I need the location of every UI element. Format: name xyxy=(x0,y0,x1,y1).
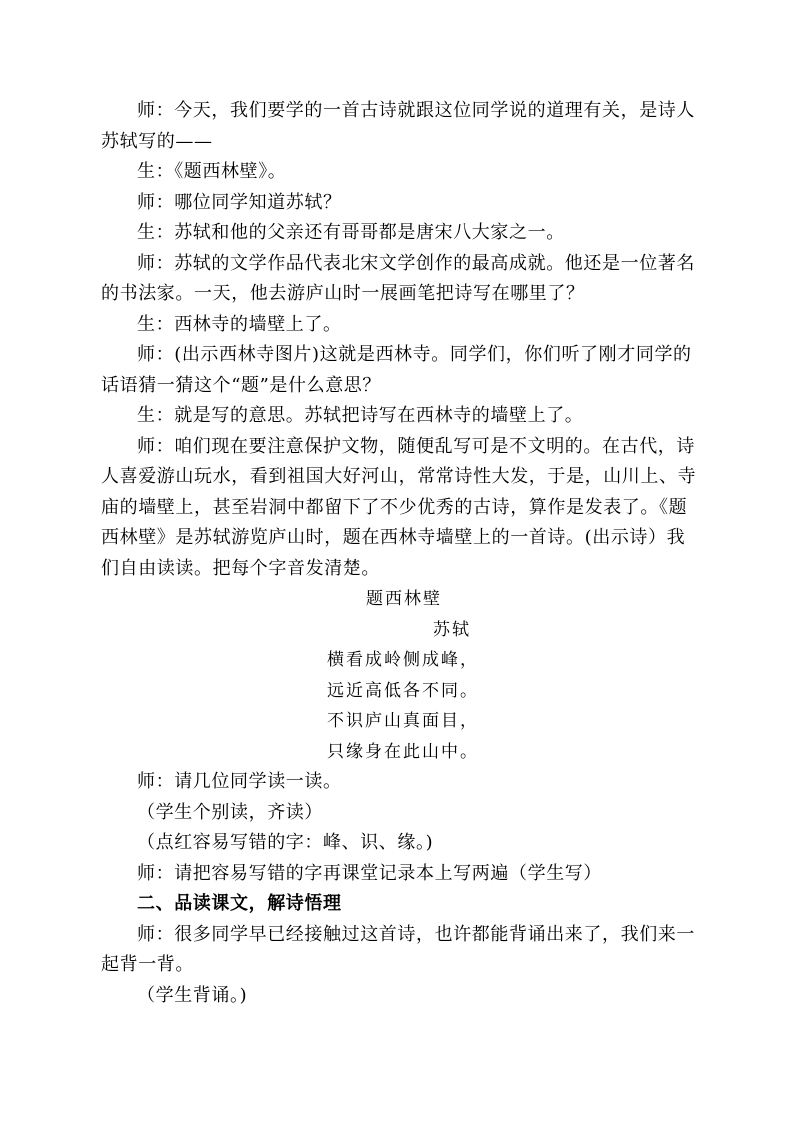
poem-line: 只缘身在此山中。 xyxy=(327,741,479,762)
poem-line: 横看成岭侧成峰， xyxy=(327,650,479,670)
paragraph: （学生背诵。) xyxy=(137,984,248,1006)
document-body xyxy=(101,96,697,1011)
paragraph: 师：很多同学早已经接触过这首诗，也许都能背诵出来了，我们来一起背一背。 xyxy=(101,923,695,975)
poem-line: 远近高低各不同。 xyxy=(327,680,479,701)
poem-author: 苏轼 xyxy=(433,619,471,640)
paragraph: 师：咱们现在要注意保护文物，随便乱写可是不文明的。在古代，诗人喜爱游山玩水，看到祖国大好河山，常常诗性大发，于是，山川上、寺庙的墙壁上，甚至岩洞中都留下了不少优秀的古诗，算作是发表了。《题西林壁》是苏轼游览庐山时，题在西林寺墙壁上的一首诗。(出示诗）我们自由读读。把每个字音发清楚。 xyxy=(101,435,697,579)
paragraph: 生：西林寺的墙壁上了。 xyxy=(137,313,342,335)
section-heading: 二、品读课文，解诗悟理 xyxy=(137,893,342,914)
poem-line: 不识庐山真面目， xyxy=(327,711,479,731)
paragraph: 生：《题西林壁》。 xyxy=(137,161,287,182)
paragraph: 生：苏轼和他的父亲还有哥哥都是唐宋八大家之一。 xyxy=(137,222,565,243)
paragraph: 生：就是写的意思。苏轼把诗写在西林寺的墙壁上了。 xyxy=(137,405,584,426)
paragraph: 师：今天，我们要学的一首古诗就跟这位同学说的道理有关，是诗人苏轼写的—— xyxy=(101,100,695,152)
poem-block xyxy=(101,584,697,767)
paragraph: 师：(出示西林寺图片)这就是西林寺。同学们，你们听了刚才同学的话语猜一猜这个“题”是什么意思？ xyxy=(101,344,692,396)
paragraph: 师：苏轼的文学作品代表北宋文学创作的最高成就。他还是一位著名的书法家。一天，他去游庐山时一展画笔把诗写在哪里了？ xyxy=(101,252,695,304)
paragraph: （学生个别读，齐读） xyxy=(137,801,323,823)
paragraph: （点红容易写错的字：峰、识、缘。) xyxy=(137,832,434,853)
paragraph: 师：请把容易写错的字再课堂记录本上写两遍（学生写） xyxy=(137,862,602,884)
poem-title: 题西林壁 xyxy=(366,589,442,609)
paragraph: 师：哪位同学知道苏轼？ xyxy=(137,191,342,213)
paragraph: 师：请几位同学读一读。 xyxy=(137,771,342,792)
